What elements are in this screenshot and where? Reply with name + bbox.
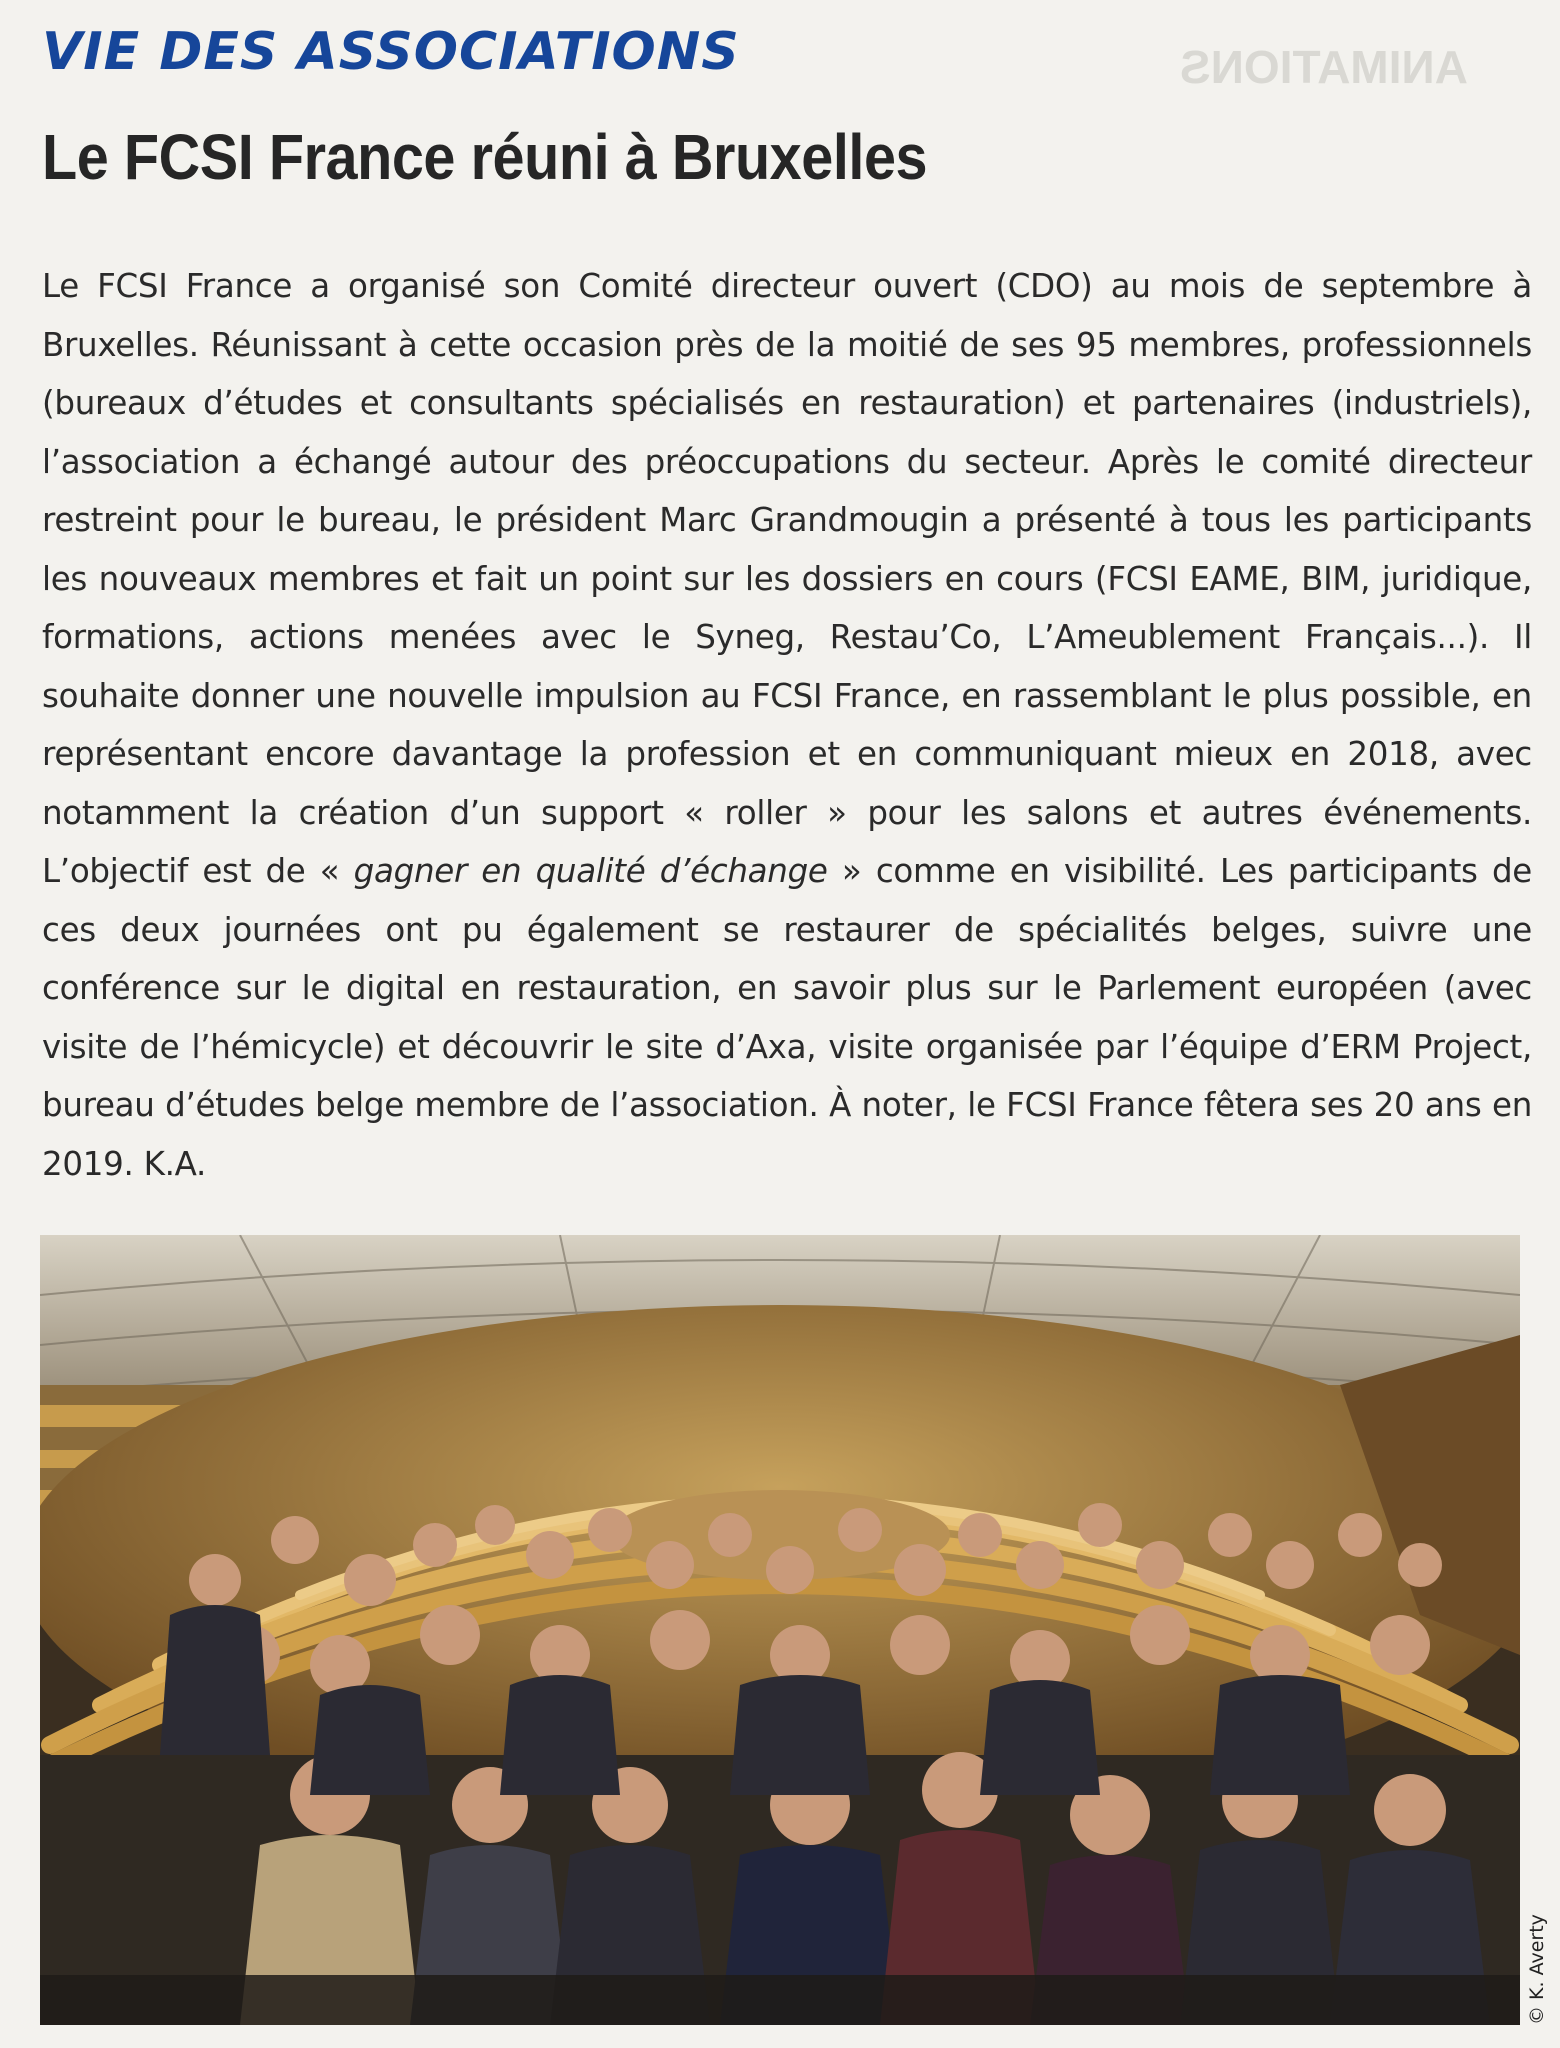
article-body-text-1: Le FCSI France a organisé son Comité directeur ouvert (CDO) au mois de septembre à Bruxelles. Réunissant à cette occasion près de la moitié de ses 95 membres, professionnels (bureaux d’études et consultants spécialisés en restauration) et partenaires (industriels), l’association a échangé autour des préoccupations du secteur. Après le comité directeur restreint pour le bureau, le président Marc Grandmougin a présenté à tous les participants les nouveaux membres et fait un point sur les dossiers en cours (FCSI EAME, BIM, juridique, formations, actions menées avec le Syneg, Restau’Co, L’Ameublement Français...). Il souhaite donner une nouvelle impulsion au FCSI France, en rassemblant le plus possible, en représentant encore davantage la profession et en communiquant mieux en 2018, avec notamment la création d’un support « roller » pour les salons et autres événements. L’objectif est de « bbox=[42, 267, 1532, 890]
article-title: Le FCSI France réuni à Bruxelles bbox=[42, 121, 928, 193]
hemicycle-photo-illustration bbox=[40, 1235, 1520, 2025]
article-body-quote: gagner en qualité d’échange bbox=[353, 852, 828, 890]
section-label: VIE DES ASSOCIATIONS bbox=[42, 22, 740, 82]
photo-credit: © K. Averty bbox=[1526, 1914, 1548, 2025]
verso-bleed-title bbox=[20, 50, 36, 117]
article-body bbox=[42, 257, 1532, 1193]
article-body-text-2: » comme en visibilité. Les participants de ces deux journées ont pu également se restaurer de spécialités belges, suivre une conférence sur le digital en restauration, en savoir plus sur le Parlement européen (avec visite de l’hémicycle) et découvrir le site d’Axa, visite organisée par l’équipe d’ERM Project, bureau d’études belge membre de l’association. À noter, le FCSI France fêtera ses 20 ans en 2019. K.A. bbox=[42, 852, 1533, 1183]
verso-bleed-heading: ANIMATIONS bbox=[1180, 41, 1468, 93]
group-photo bbox=[40, 1235, 1520, 2025]
